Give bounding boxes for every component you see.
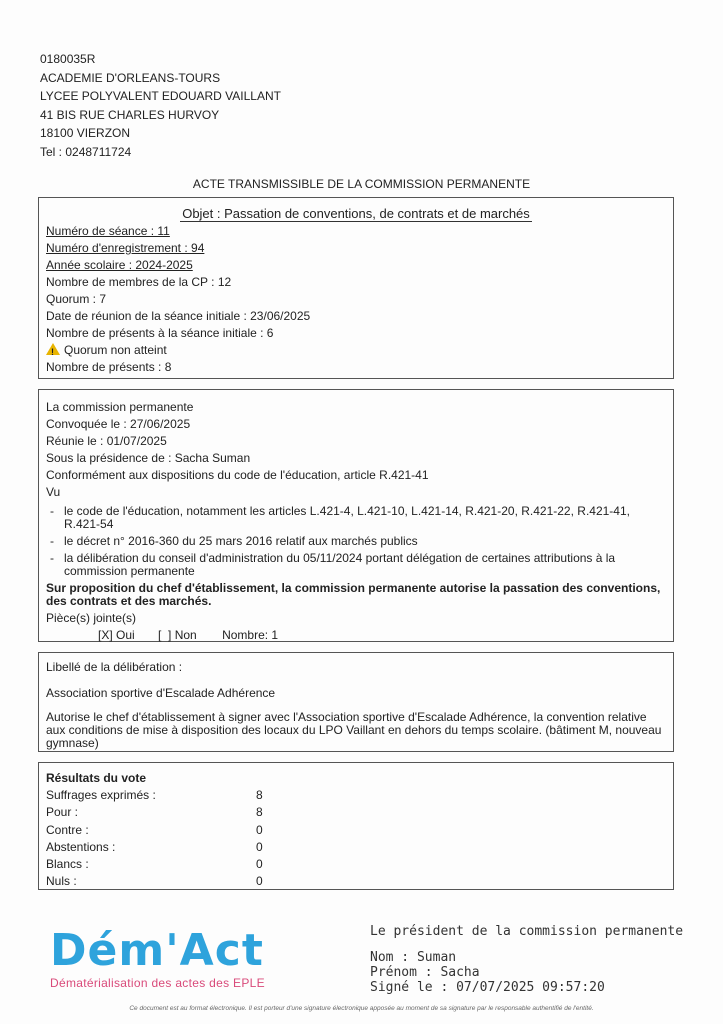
date-reunion-initiale: Date de réunion de la séance initiale : 23/06/2025 xyxy=(46,309,311,323)
vu-item: - la délibération du conseil d'administration du 05/11/2024 portant délégation de certaines attributions à la commission permanente xyxy=(50,551,616,578)
pieces-non: [ ] Non xyxy=(158,628,197,642)
vote-row: Contre : 0 xyxy=(46,822,263,837)
vote-row: Suffrages exprimés : 8 xyxy=(46,788,263,802)
signature-date: Signé le : 07/07/2025 09:57:20 xyxy=(370,980,605,995)
warning-icon xyxy=(46,343,60,355)
presents-initiale: Nombre de présents à la séance initiale : 6 xyxy=(46,326,274,340)
pieces-jointes-options xyxy=(46,627,666,644)
conformement: Conformément aux dispositions du code de l'éducation, article R.421-41 xyxy=(46,468,429,482)
deliberation-text: Autorise le chef d'établissement à signer avec l'Association sportive d'Escalade Adhérence, la convention relative aux conditions de mise à disposition des locaux du LPO Vaillant en dehors du temps scolaire. (bâtiment M, nouveau gymnase) xyxy=(46,710,662,750)
deliberation-label: Libellé de la délibération : xyxy=(46,660,183,674)
numero-enregistrement: Numéro d'enregistrement : 94 xyxy=(46,241,205,255)
reunie-date: Réunie le : 01/07/2025 xyxy=(46,434,167,448)
vu-item: - le code de l'éducation, notamment les articles L.421-4, L.421-10, L.421-14, R.421-20, R.421-22, R.421-41, R.421-54 xyxy=(50,504,630,531)
commission-box xyxy=(38,389,674,642)
objet-heading: Objet : Passation de conventions, de contrats et de marchés xyxy=(182,206,530,221)
deliberation-box xyxy=(38,652,674,752)
demact-logo xyxy=(50,925,265,990)
numero-seance: Numéro de séance : 11 xyxy=(46,224,170,238)
pieces-oui: [X] Oui xyxy=(98,628,135,642)
quorum: Quorum : 7 xyxy=(46,292,107,306)
logo-tagline: Dématérialisation des actes des EPLE xyxy=(50,976,265,990)
school-header xyxy=(40,50,281,161)
presidence: Sous la présidence de : Sacha Suman xyxy=(46,451,251,465)
annee-scolaire: Année scolaire : 2024-2025 xyxy=(46,258,193,272)
signature-nom: Nom : Suman xyxy=(370,950,457,965)
footer-note: Ce document est au format électronique. Il est porteur d'une signature électronique apposée au moment de sa signature par le responsable authentifié de l'entité. xyxy=(129,1005,594,1012)
academie-name: ACADEMIE D'ORLEANS-TOURS xyxy=(40,70,221,85)
vote-title: Résultats du vote xyxy=(46,771,147,785)
vote-box xyxy=(38,762,674,890)
nombre-membres: Nombre de membres de la CP : 12 xyxy=(46,275,232,289)
school-name: LYCEE POLYVALENT EDOUARD VAILLANT xyxy=(40,89,281,103)
convoquee-date: Convoquée le : 27/06/2025 xyxy=(46,417,191,431)
vu-heading: Vu xyxy=(46,485,61,499)
quorum-status: !Quorum non atteint xyxy=(46,342,666,359)
signature-title: Le président de la commission permanente xyxy=(370,924,684,939)
document-title: ACTE TRANSMISSIBLE DE LA COMMISSION PERMANENTE xyxy=(192,177,531,191)
vote-row: Nuls : 0 xyxy=(46,874,263,889)
nombre-presents: Nombre de présents : 8 xyxy=(46,360,172,374)
school-address: 41 BIS RUE CHARLES HURVOY xyxy=(40,107,220,122)
uai-code: 0180035R xyxy=(40,52,96,66)
school-city: 18100 VIERZON xyxy=(40,126,131,140)
school-phone: Tel : 0248711724 xyxy=(40,144,132,159)
signature-prenom: Prénom : Sacha xyxy=(370,965,480,980)
commission-intro: La commission permanente xyxy=(46,400,194,414)
vote-row: Blancs : 0 xyxy=(46,857,263,872)
logo-wordmark: Dém'Act xyxy=(50,925,264,976)
pieces-jointes-label: Pièce(s) jointe(s) xyxy=(46,611,137,625)
vote-row: Abstentions : 0 xyxy=(46,839,263,854)
vu-item: - le décret n° 2016-360 du 25 mars 2016 relatif aux marchés publics xyxy=(50,534,418,548)
vote-row: Pour : 8 xyxy=(46,805,263,820)
pieces-nombre: Nombre: 1 xyxy=(222,628,279,642)
deliberation-title: Association sportive d'Escalade Adhérence xyxy=(46,686,276,700)
decision-text: Sur proposition du chef d'établissement, la commission permanente autorise la passation des conventions, des contrats et des marchés. xyxy=(46,581,661,608)
session-box xyxy=(38,197,674,379)
